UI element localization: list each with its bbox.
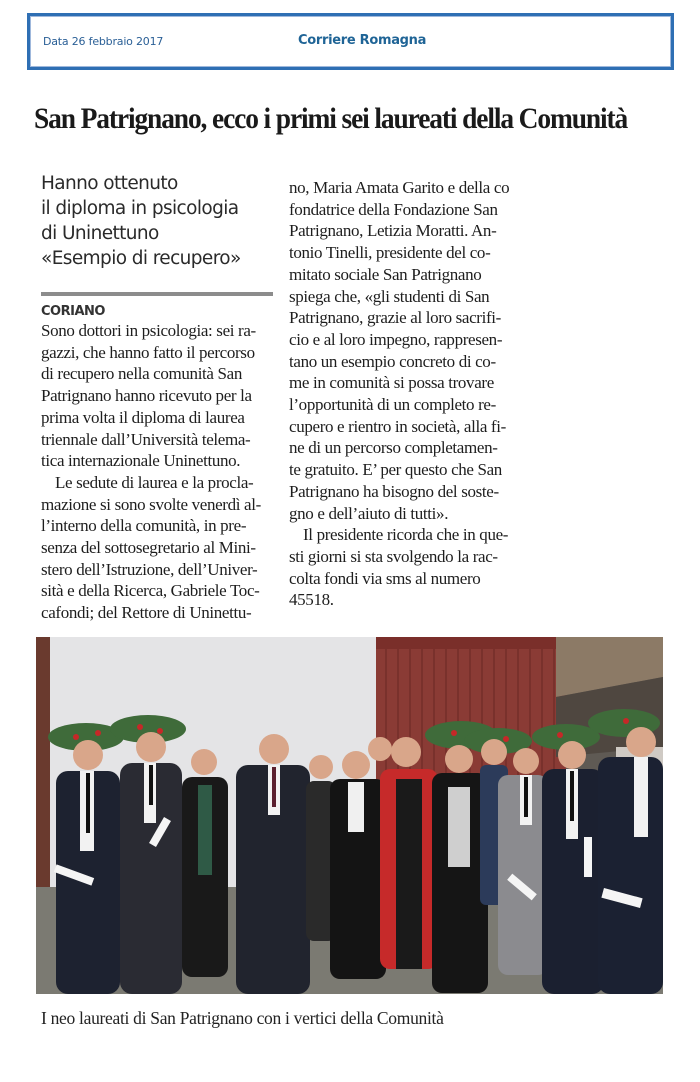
body-line: me in comunità si possa trovare <box>289 373 494 393</box>
body-line: ne di un percorso completamen- <box>289 438 498 458</box>
publication-source: Corriere Romagna <box>298 33 427 48</box>
subheadline-line: di Uninettuno <box>41 223 159 244</box>
body-line: Sono dottori in psicologia: sei ra- <box>41 321 256 340</box>
body-line: Le sedute di laurea e la procla- <box>55 472 254 492</box>
body-line: prima volta il diploma di laurea <box>41 407 245 427</box>
body-line: Patrignano, Letizia Moratti. An- <box>289 221 497 241</box>
article-column-left <box>41 320 275 624</box>
body-line: triennale dall’Università telema- <box>41 429 251 449</box>
body-line: gno e dell’aiuto di tutti». <box>289 503 449 523</box>
body-line: tica internazionale Uninettuno. <box>41 451 241 471</box>
body-line: no, Maria Amata Garito e della co <box>289 178 510 197</box>
article-column-right <box>289 177 555 611</box>
body-line: gazzi, che hanno fatto il percorso <box>41 342 255 362</box>
body-line: sità e della Ricerca, Gabriele Toc- <box>41 581 260 601</box>
photo-illustration <box>36 637 663 994</box>
section-divider <box>41 292 273 296</box>
body-line: Patrignano hanno ricevuto per la <box>41 386 252 406</box>
body-line: 45518. <box>289 590 334 610</box>
publication-date: Data 26 febbraio 2017 <box>43 35 164 48</box>
subheadline-line: «Esempio di recupero» <box>41 248 241 269</box>
body-line: di recupero nella comunità San <box>41 364 242 384</box>
body-line: spiega che, «gli studenti di San <box>289 286 490 306</box>
body-line: te gratuito. E’ per questo che San <box>289 460 502 480</box>
body-line: tonio Tinelli, presidente del co- <box>289 243 491 263</box>
subheadline-line: il diploma in psicologia <box>41 198 239 219</box>
body-line: fondatrice della Fondazione San <box>289 199 498 219</box>
body-line: mitato sociale San Patrignano <box>289 264 482 284</box>
newspaper-header-box <box>27 13 674 70</box>
article-dateline: CORIANO <box>41 304 105 319</box>
graduation-group-photo <box>36 637 663 994</box>
body-line: stero dell’Istruzione, dell’Univer- <box>41 559 258 579</box>
body-line: Patrignano, grazie al loro sacrifi- <box>289 308 501 328</box>
article-subheadline <box>41 171 291 271</box>
body-line: sti giorni si sta svolgendo la rac- <box>289 546 498 566</box>
body-line: Il presidente ricorda che in que- <box>303 525 509 545</box>
body-line: colta fondi via sms al numero <box>289 568 481 588</box>
body-line: cupero e rientro in società, alla fi- <box>289 416 506 436</box>
body-line: senza del sottosegretario al Mini- <box>41 538 256 558</box>
photo-caption: I neo laureati di San Patrignano con i vertici della Comunità <box>41 1008 444 1028</box>
body-line: Patrignano ha bisogno del soste- <box>289 481 499 501</box>
body-line: tano un esempio concreto di co- <box>289 351 496 371</box>
body-line: cafondi; del Rettore di Uninettu- <box>41 603 252 623</box>
article-headline: San Patrignano, ecco i primi sei laureati della Comunità <box>34 103 628 135</box>
subheadline-line: Hanno ottenuto <box>41 173 178 194</box>
body-line: l’interno della comunità, in pre- <box>41 516 247 536</box>
body-line: mazione si sono svolte venerdì al- <box>41 494 261 514</box>
body-line: cio e al loro impegno, rappresen- <box>289 329 503 349</box>
body-line: l’opportunità di un completo re- <box>289 395 496 415</box>
